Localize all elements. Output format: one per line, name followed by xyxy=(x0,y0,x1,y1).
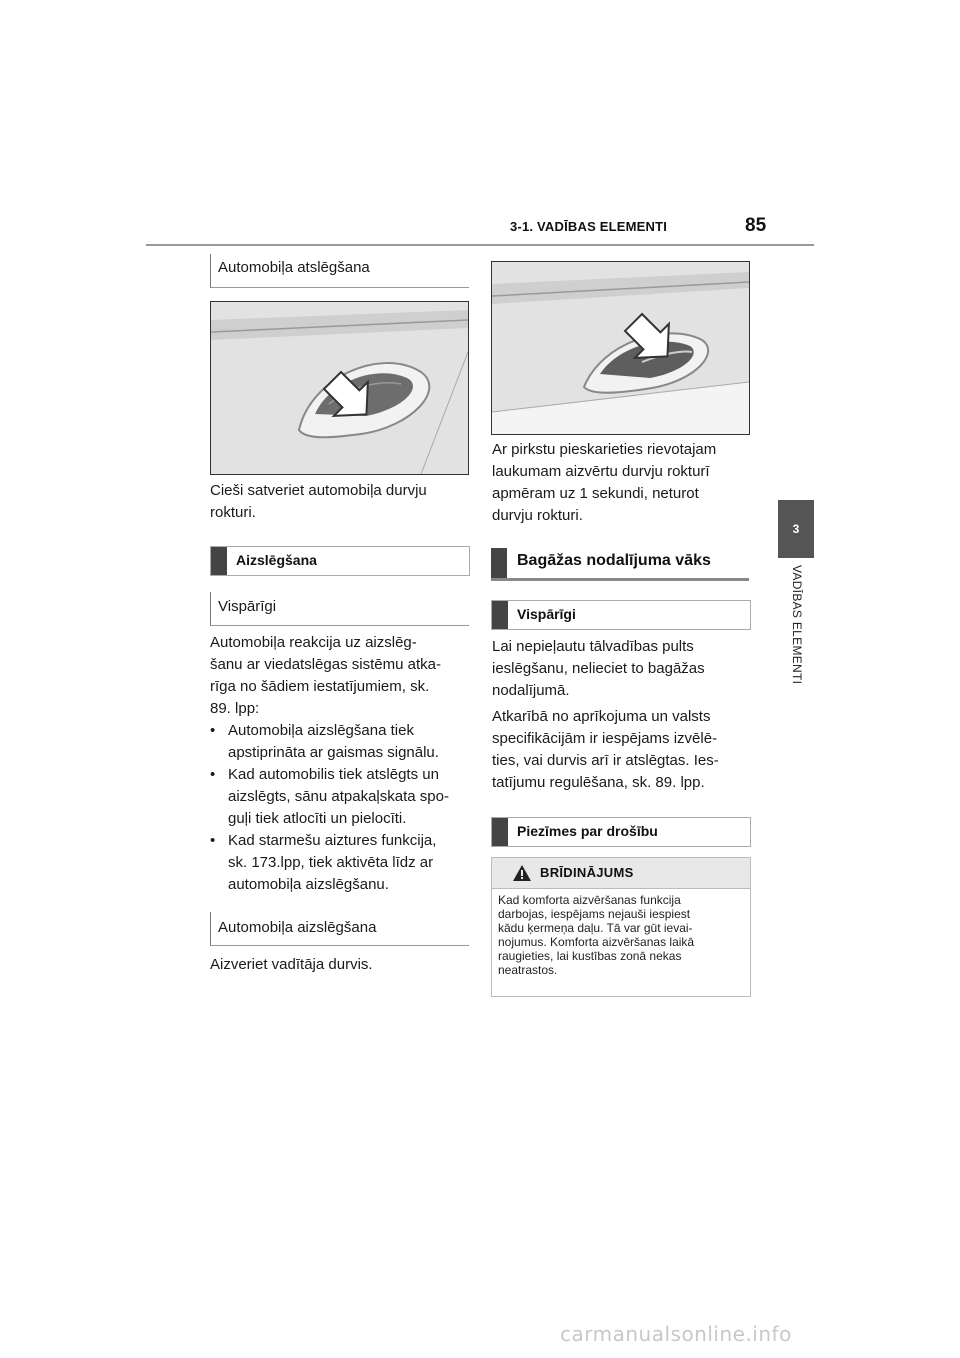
trunk-line: Lai nepieļautu tālvadības pults xyxy=(492,638,694,655)
warning-line: raugieties, lai kustības zonā nekas xyxy=(498,949,682,963)
warning-line: darbojas, iespējams nejauši iespiest xyxy=(498,907,691,921)
heading-marker xyxy=(492,818,508,846)
trunk-line: ieslēgšanu, nelieciet to bagāžas xyxy=(492,660,705,677)
heading-marker xyxy=(491,548,507,578)
general-line: rīga no šādiem iestatījumiem, sk. xyxy=(210,678,430,695)
general-paragraph xyxy=(210,632,472,896)
chapter-tab-number: 3 xyxy=(778,500,814,558)
unlock-caption-line-1: Cieši satveriet automobiļa durvju xyxy=(210,482,427,499)
general-line: šanu ar viedatslēgas sistēmu atka- xyxy=(210,656,441,673)
general-line: Automobiļa reakcija uz aizslēg- xyxy=(210,634,417,651)
trunk-heading-box xyxy=(491,548,749,581)
list-item xyxy=(210,720,472,764)
list-item-line: • Automobiļa aizslēgšana tiek xyxy=(228,722,414,739)
list-item-line: automobiļa aizslēgšanu. xyxy=(228,876,389,893)
trunk-paragraph-1 xyxy=(492,636,760,702)
lock-heading: Aizslēgšana xyxy=(236,552,317,568)
chapter-tab-label: VADĪBAS ELEMENTI xyxy=(790,565,804,685)
list-item-line: • Kad starmešu aiztures funkcija, xyxy=(228,832,437,849)
lock-text: Aizveriet vadītāja durvis. xyxy=(210,956,373,973)
section-title: 3-1. VADĪBAS ELEMENTI xyxy=(510,219,668,234)
general-line: 89. lpp: xyxy=(210,700,260,717)
header-rule xyxy=(146,244,814,246)
trunk-paragraph-2 xyxy=(492,706,760,794)
warning-triangle-icon xyxy=(512,864,532,882)
trunk-line: tatījumu regulēšana, sk. 89. lpp. xyxy=(492,774,705,791)
watermark: carmanualsonline.info xyxy=(560,1322,792,1346)
trunk-line: ties, vai durvis arī ir atslēgtas. Ies- xyxy=(492,752,719,769)
warning-box xyxy=(491,857,751,997)
touch-paragraph xyxy=(492,439,760,527)
list-item-line: guļi tiek atlocīti un pielocīti. xyxy=(228,810,407,827)
door-handle-unlock-figure xyxy=(210,301,469,475)
warning-line: kādu ķermeņa daļu. Tā var gūt ievai- xyxy=(498,921,693,935)
unlock-subhead-box xyxy=(210,254,469,288)
warning-line: Kad komforta aizvēršanas funkcija xyxy=(498,893,681,907)
warning-title: BRĪDINĀJUMS xyxy=(540,865,634,880)
door-handle-illustration xyxy=(492,262,749,434)
warning-line: nojumus. Komforta aizvēršanas laikā xyxy=(498,935,695,949)
list-item-line: sk. 173.lpp, tiek aktivēta līdz ar xyxy=(228,854,434,871)
lock-subhead-box xyxy=(210,912,469,946)
touch-line: durvju rokturi. xyxy=(492,507,583,524)
touch-line: Ar pirkstu pieskarieties rievotajam xyxy=(492,441,717,458)
settings-list xyxy=(210,720,472,896)
safety-heading: Piezīmes par drošību xyxy=(517,823,658,839)
trunk-line: specifikācijām ir iespējams izvēlē- xyxy=(492,730,718,747)
chapter-tab-label-wrap xyxy=(778,563,814,723)
lock-subhead: Automobiļa aizslēgšana xyxy=(218,919,377,936)
unlock-subhead: Automobiļa atslēgšana xyxy=(218,259,370,276)
list-item-line: aizslēgts, sānu atpakaļskata spo- xyxy=(228,788,449,805)
unlock-caption xyxy=(210,480,470,524)
warning-header xyxy=(492,858,750,889)
trunk-general-heading: Vispārīgi xyxy=(517,606,576,622)
trunk-heading: Bagāžas nodalījuma vāks xyxy=(517,552,711,569)
trunk-general-box xyxy=(491,600,751,630)
page-number: 85 xyxy=(745,215,767,236)
trunk-line: nodalījumā. xyxy=(492,682,570,699)
trunk-line: Atkarībā no aprīkojuma un valsts xyxy=(492,708,711,725)
door-handle-touch-figure xyxy=(491,261,750,435)
touch-line: apmēram uz 1 sekundi, neturot xyxy=(492,485,699,502)
list-item xyxy=(210,830,472,896)
safety-heading-box xyxy=(491,817,751,847)
unlock-caption-line-2: rokturi. xyxy=(210,504,256,521)
general-subhead-box xyxy=(210,592,469,626)
list-item-line: apstiprināta ar gaismas signālu. xyxy=(228,744,439,761)
heading-marker xyxy=(211,547,227,575)
warning-body xyxy=(492,889,750,981)
lock-heading-box xyxy=(210,546,470,576)
list-item xyxy=(210,764,472,830)
touch-line: laukumam aizvērtu durvju rokturī xyxy=(492,463,710,480)
general-subhead: Vispārīgi xyxy=(218,598,277,615)
warning-line: neatrastos. xyxy=(498,963,558,977)
list-item-line: • Kad automobilis tiek atslēgts un xyxy=(228,766,439,783)
heading-marker xyxy=(492,601,508,629)
door-handle-illustration xyxy=(211,302,468,474)
